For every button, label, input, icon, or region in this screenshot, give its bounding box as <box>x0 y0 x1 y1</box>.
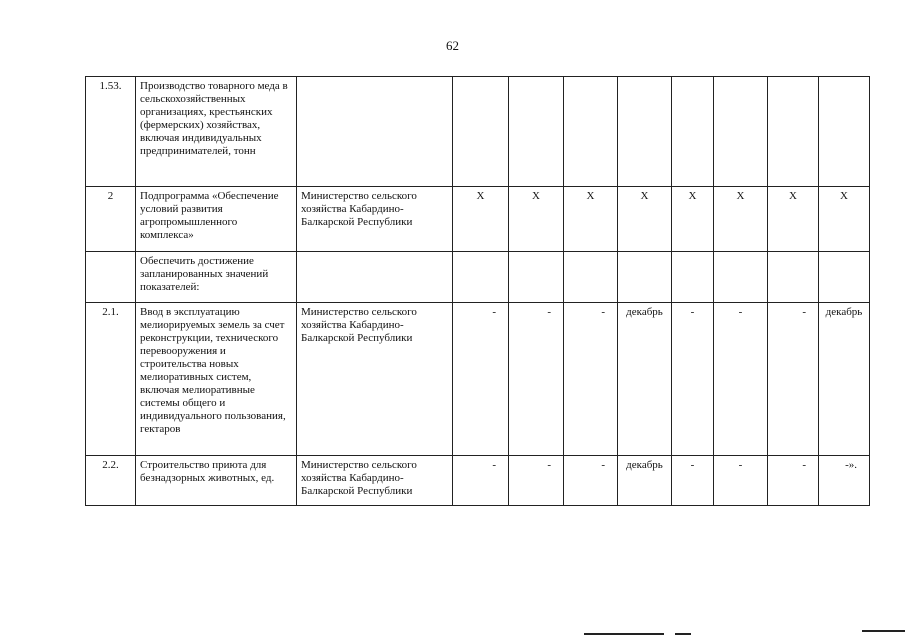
value-cell <box>714 77 768 187</box>
table-row <box>86 456 870 506</box>
value-cell: - <box>768 456 819 506</box>
value-cell: X <box>819 187 870 252</box>
value-cell: X <box>672 187 714 252</box>
responsible-executor <box>297 252 453 303</box>
responsible-executor: Министерство сельского хозяйства Кабардино-Балкарской Республики <box>297 187 453 252</box>
row-number: 2.1. <box>86 303 136 456</box>
row-number: 2.2. <box>86 456 136 506</box>
value-cell <box>672 252 714 303</box>
value-cell: декабрь <box>618 456 672 506</box>
value-cell: декабрь <box>819 303 870 456</box>
plan-table <box>85 76 870 506</box>
table-row <box>86 303 870 456</box>
responsible-executor <box>297 77 453 187</box>
indicator-name: Ввод в эксплуатацию мелиорируемых земель за счет реконструкции, технического перевооружения и строительства новых мелиоративных систем, включая мелиоративные системы общего и индивидуального пользования, гектаров <box>136 303 297 456</box>
value-cell: X <box>564 187 618 252</box>
value-cell <box>453 77 509 187</box>
table-row <box>86 187 870 252</box>
value-cell <box>509 77 564 187</box>
value-cell <box>509 252 564 303</box>
value-cell <box>819 252 870 303</box>
responsible-executor: Министерство сельского хозяйства Кабардино-Балкарской Республики <box>297 456 453 506</box>
indicator-name: Обеспечить достижение запланированных значений показателей: <box>136 252 297 303</box>
value-cell: - <box>672 303 714 456</box>
value-cell: - <box>509 303 564 456</box>
value-cell <box>564 252 618 303</box>
value-cell: - <box>564 303 618 456</box>
responsible-executor: Министерство сельского хозяйства Кабардино-Балкарской Республики <box>297 303 453 456</box>
row-number: 1.53. <box>86 77 136 187</box>
value-cell: - <box>453 456 509 506</box>
value-cell: - <box>509 456 564 506</box>
value-cell: - <box>453 303 509 456</box>
value-cell <box>714 252 768 303</box>
value-cell <box>564 77 618 187</box>
row-number <box>86 252 136 303</box>
value-cell <box>768 77 819 187</box>
table-row <box>86 77 870 187</box>
value-cell: - <box>564 456 618 506</box>
value-cell: - <box>768 303 819 456</box>
footer-rule <box>862 630 905 632</box>
value-cell: - <box>714 303 768 456</box>
row-number: 2 <box>86 187 136 252</box>
value-cell <box>819 77 870 187</box>
value-cell: декабрь <box>618 303 672 456</box>
indicator-name: Строительство приюта для безнадзорных животных, ед. <box>136 456 297 506</box>
table-row <box>86 252 870 303</box>
value-cell: -». <box>819 456 870 506</box>
value-cell <box>618 77 672 187</box>
value-cell: X <box>453 187 509 252</box>
value-cell <box>618 252 672 303</box>
page-number: 62 <box>446 38 459 53</box>
value-cell: X <box>618 187 672 252</box>
indicator-name: Производство товарного меда в сельскохозяйственных организациях, крестьянских (фермерских) хозяйствах, включая индивидуальных предпринимателей, тонн <box>136 77 297 187</box>
value-cell: X <box>768 187 819 252</box>
indicator-name: Подпрограмма «Обеспечение условий развития агропромышленного комплекса» <box>136 187 297 252</box>
value-cell: X <box>714 187 768 252</box>
value-cell <box>672 77 714 187</box>
value-cell: - <box>714 456 768 506</box>
value-cell: X <box>509 187 564 252</box>
value-cell: - <box>672 456 714 506</box>
footer-rule <box>584 633 664 635</box>
value-cell <box>453 252 509 303</box>
footer-rule <box>675 633 691 635</box>
value-cell <box>768 252 819 303</box>
